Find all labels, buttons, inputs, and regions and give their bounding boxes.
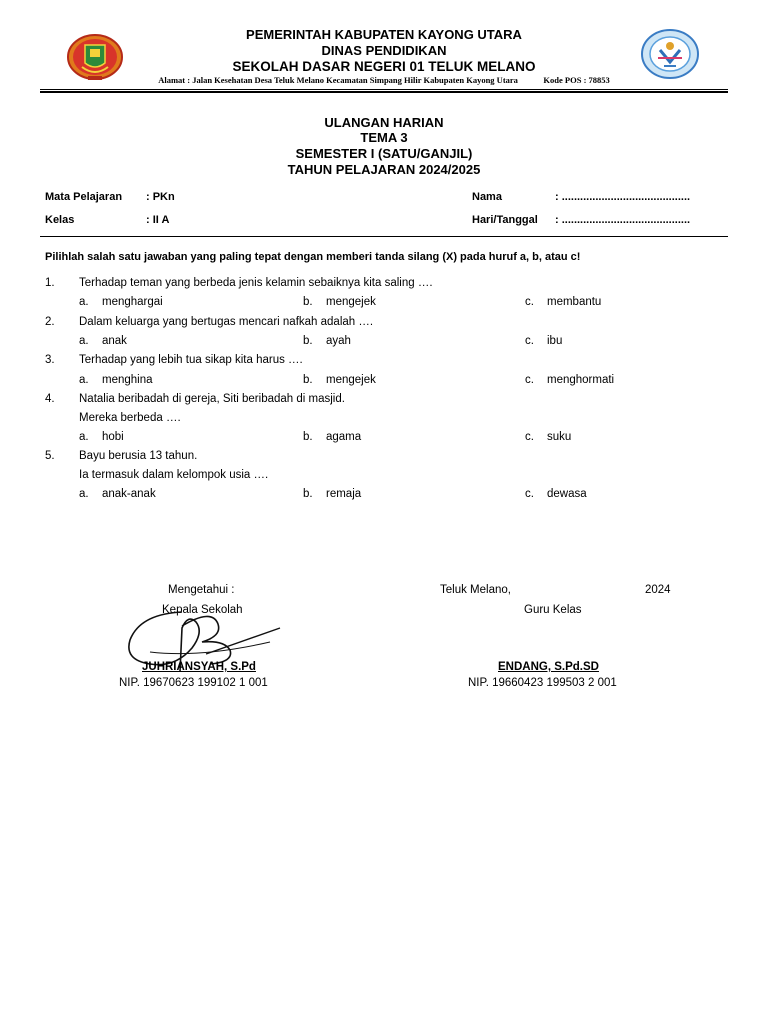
teacher-nip: NIP. 19660423 199503 2 001 [468,677,617,689]
question-text: Terhadap yang lebih tua sikap kita harus …. [79,354,303,366]
option-text: anak [102,335,127,347]
question-number: 1. [45,277,55,289]
option-key: c. [525,374,534,386]
option-key: b. [303,488,313,500]
option-text: ibu [547,335,563,347]
option-key: c. [525,431,534,443]
option-text: agama [326,431,362,443]
option-text: ayah [326,335,351,347]
question-text: Mereka berbeda …. [79,412,181,424]
option-text: menghormati [547,374,615,386]
subject-value: : PKn [146,191,175,203]
question-number: 4. [45,393,55,405]
name-value: : .......................................... [555,191,691,203]
option-key: a. [79,488,89,500]
option-key: c. [525,335,534,347]
option-text: mengejek [326,374,376,386]
question-number: 2. [45,316,55,328]
instruction-text: Pilihlah salah satu jawaban yang paling tepat dengan memberi tanda silang (X) pada huruf a, b, atau c! [45,251,581,263]
header-divider [40,89,728,90]
question-text: Dalam keluarga yang bertugas mencari nafkah adalah …. [79,316,374,328]
option-key: a. [79,431,89,443]
identity-divider [40,236,728,237]
address-line [0,75,768,85]
letterhead-line-1: PEMERINTAH KABUPATEN KAYONG UTARA [246,27,522,42]
letterhead-line-3: SEKOLAH DASAR NEGERI 01 TELUK MELANO [232,59,536,74]
name-label: Nama [472,191,502,203]
exam-title-1: ULANGAN HARIAN [324,115,444,130]
question-text: Natalia beribadah di gereja, Siti beribadah di masjid. [79,393,345,405]
acknowledged-label: Mengetahui : [168,584,235,596]
teacher-role: Guru Kelas [524,604,582,616]
subject-label: Mata Pelajaran [45,191,123,203]
class-value: : II A [146,214,170,226]
class-label: Kelas [45,214,75,226]
exam-title-2: TEMA 3 [360,130,408,145]
option-text: remaja [326,488,362,500]
option-key: c. [525,296,534,308]
option-text: menghargai [102,296,163,308]
option-key: b. [303,431,313,443]
place-label: Teluk Melano, [440,584,511,596]
question-text: Ia termasuk dalam kelompok usia …. [79,469,269,481]
option-text: dewasa [547,488,587,500]
option-key: a. [79,296,89,308]
headmaster-nip: NIP. 19670623 199102 1 001 [119,677,268,689]
date-label: Hari/Tanggal [472,214,538,226]
option-key: c. [525,488,534,500]
option-key: b. [303,374,313,386]
option-text: hobi [102,431,124,443]
year-label: 2024 [645,584,671,596]
exam-title-3: SEMESTER I (SATU/GANJIL) [295,146,473,161]
headmaster-name: JUHRIANSYAH, S.Pd [142,661,256,673]
header-divider-thick [40,91,728,93]
option-text: mengejek [326,296,376,308]
option-text: anak-anak [102,488,156,500]
option-key: b. [303,296,313,308]
question-number: 3. [45,354,55,366]
option-key: b. [303,335,313,347]
option-key: a. [79,335,89,347]
option-text: menghina [102,374,153,386]
headmaster-role: Kepala Sekolah [162,604,243,616]
option-key: a. [79,374,89,386]
address-text: Alamat : Jalan Kesehatan Desa Teluk Melano Kecamatan Simpang Hilir Kabupaten Kayong Utara [158,75,518,85]
date-value: : .......................................... [555,214,691,226]
teacher-name: ENDANG, S.Pd.SD [498,661,599,673]
option-text: suku [547,431,572,443]
postcode-text: Kode POS : 78853 [543,75,610,85]
exam-title-4: TAHUN PELAJARAN 2024/2025 [287,162,481,177]
question-number: 5. [45,450,55,462]
letterhead-line-2: DINAS PENDIDIKAN [321,43,447,58]
option-text: membantu [547,296,602,308]
question-text: Terhadap teman yang berbeda jenis kelamin sebaiknya kita saling …. [79,277,433,289]
question-text: Bayu berusia 13 tahun. [79,450,198,462]
